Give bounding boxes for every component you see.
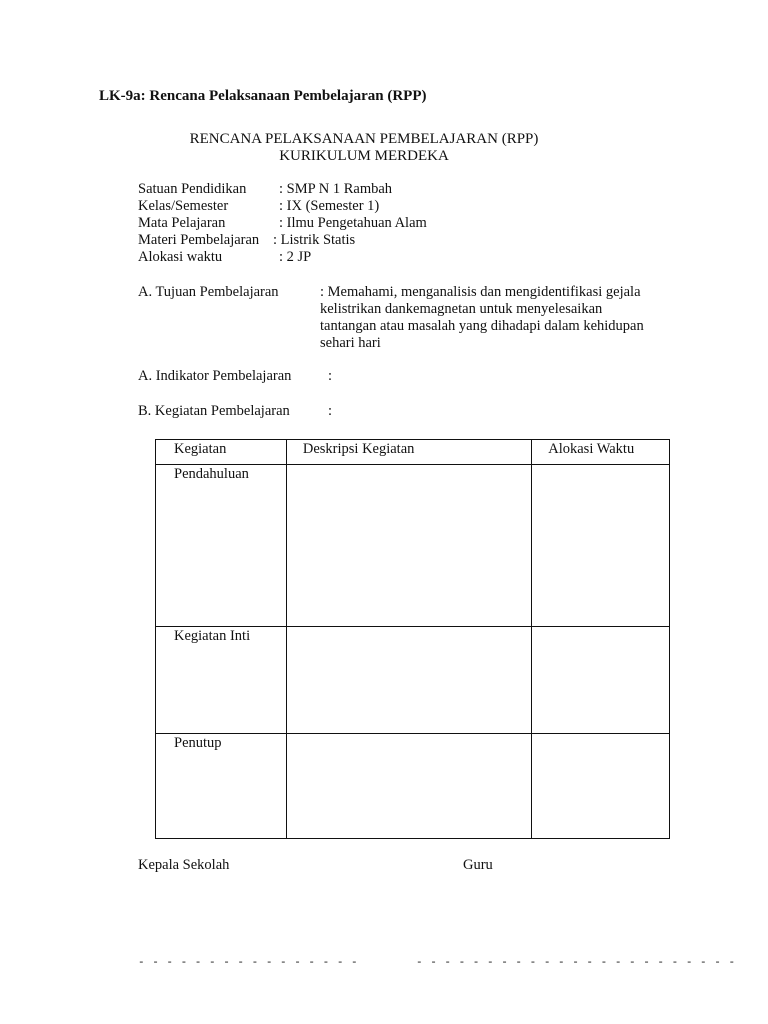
table-row [156, 627, 670, 734]
description-cell [286, 465, 531, 627]
teacher-label: Guru [463, 857, 493, 873]
time-cell [532, 734, 670, 839]
row-label-intro: Pendahuluan [156, 465, 287, 627]
info-label: Kelas/Semester [138, 198, 229, 214]
document-title: RENCANA PELAKSANAAN PEMBELAJARAN (RPP) [189, 131, 539, 147]
info-value: : IX (Semester 1) [279, 198, 380, 214]
indicator-colon: : [328, 368, 333, 384]
indicator-label: A. Indikator Pembelajaran [138, 368, 292, 384]
header-description: Deskripsi Kegiatan [286, 440, 531, 465]
info-label: Materi Pembelajaran [138, 232, 260, 248]
table-row [156, 734, 670, 839]
info-value: : SMP N 1 Rambah [279, 181, 393, 197]
header-activity: Kegiatan [156, 440, 287, 465]
goal-text [320, 284, 680, 352]
teacher-signature-line: - - - - - - - - - - - - - - - - - - - - - - - [416, 957, 736, 969]
goal-line: tantangan atau masalah yang dihadapi dalam kehidupan [320, 318, 644, 334]
time-cell [532, 627, 670, 734]
activity-table [155, 439, 670, 839]
table-row [156, 465, 670, 627]
activities-label: B. Kegiatan Pembelajaran [138, 403, 290, 419]
info-value: : Ilmu Pengetahuan Alam [279, 215, 427, 231]
info-label: Alokasi waktu [138, 249, 223, 265]
goal-line: : Memahami, menganalisis dan mengidentifikasi gejala [320, 284, 641, 300]
time-cell [532, 465, 670, 627]
description-cell [286, 734, 531, 839]
table-header-row [156, 440, 670, 465]
header-time: Alokasi Waktu [532, 440, 670, 465]
info-value: : Listrik Statis [273, 232, 356, 248]
goal-line: kelistrikan dankemagnetan untuk menyelesaikan [320, 301, 603, 317]
principal-label: Kepala Sekolah [138, 857, 230, 873]
principal-signature-line: - - - - - - - - - - - - - - - - [138, 957, 359, 969]
worksheet-heading: LK-9a: Rencana Pelaksanaan Pembelajaran (RPP) [99, 88, 427, 104]
row-label-closing: Penutup [156, 734, 287, 839]
info-label: Satuan Pendidikan [138, 181, 247, 197]
goal-label: A. Tujuan Pembelajaran [138, 284, 279, 300]
goal-line: sehari hari [320, 335, 381, 351]
row-label-core: Kegiatan Inti [156, 627, 287, 734]
info-value: : 2 JP [279, 249, 312, 265]
activities-colon: : [328, 403, 333, 419]
description-cell [286, 627, 531, 734]
document-subtitle: KURIKULUM MERDEKA [279, 148, 449, 164]
info-label: Mata Pelajaran [138, 215, 226, 231]
